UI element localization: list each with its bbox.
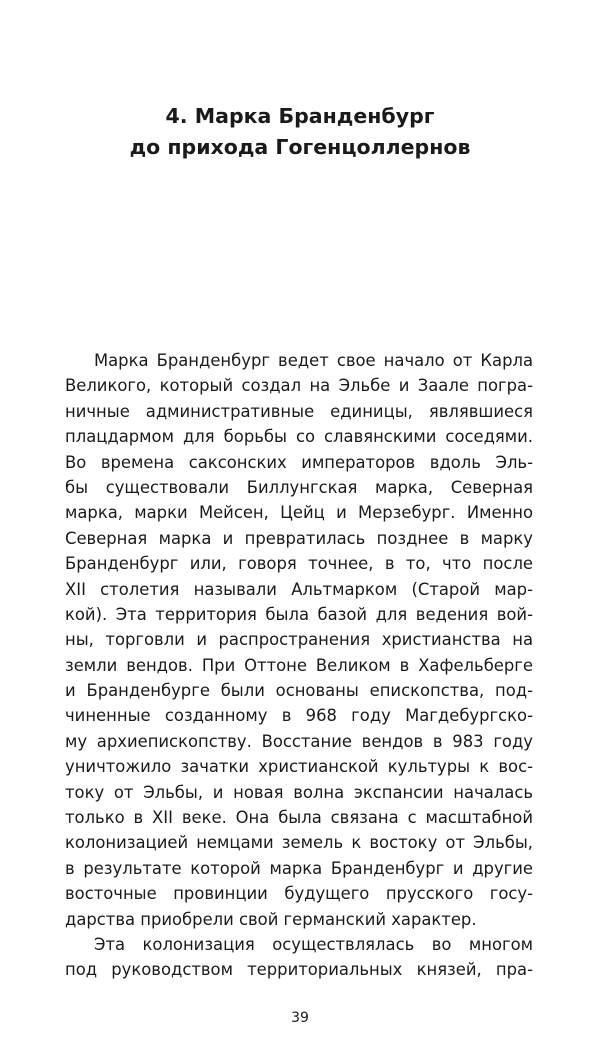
text-line: Марка Бранденбург ведет свое начало от Карла [94,351,533,370]
text-line: Во времена саксонских императоров вдоль Эль- [65,452,533,472]
text-line: только в XII веке. Она была связана с масштабной [65,808,533,828]
text-line: плацдармом для борьбы со славянскими соседями. [65,427,533,447]
text-line: марка, марки Мейсен, Цейц и Мерзебург. Именно [65,503,533,523]
text-line: Великого, который создал на Эльбе и Заале погра- [65,376,533,396]
text-line: ничные административные единицы, являвшиеся [65,401,533,421]
text-line: току от Эльбы, и новая волна экспансии началась [65,782,533,802]
text-line: му архиепископству. Восстание вендов в 983 году [65,731,533,751]
text-line: в результате которой марка Бранденбург и другие [65,858,533,878]
chapter-title [0,101,600,163]
text-line: и Бранденбурге были основаны епископства, под- [65,681,533,701]
body-text [65,348,533,983]
chapter-title-line-1: 4. Марка Бранденбург [165,104,435,128]
text-line: чиненные созданному в 968 году Магдебургско- [65,706,533,726]
text-line: бы существовали Биллунгская марка, Северная [65,477,533,497]
page-number: 39 [291,1010,309,1026]
text-line: кой). Эта территория была базой для ведения вой- [65,604,533,624]
text-line: дарства приобрели свой германский характер. [65,909,477,929]
text-line: Бранденбург или, говоря точнее, в то, что после [65,554,533,574]
text-line: колонизацией немцами земель к востоку от Эльбы, [65,833,533,853]
text-line: земли вендов. При Оттоне Великом в Хафельберге [65,655,533,675]
text-line: под руководством территориальных князей, пра- [65,960,533,980]
text-line: Эта колонизация осуществлялась во многом [94,934,533,954]
text-line: ны, торговли и распространения христианства на [65,630,533,650]
chapter-title-line-2: до прихода Гогенцоллернов [129,135,471,159]
text-line: XII столетия называли Альтмарком (Старой мар- [65,579,533,599]
text-line: Северная марка и превратилась позднее в марку [65,528,533,548]
text-line: уничтожило зачатки христианской культуры к вос- [65,757,533,777]
text-line: восточные провинции будущего прусского госу- [65,884,533,904]
